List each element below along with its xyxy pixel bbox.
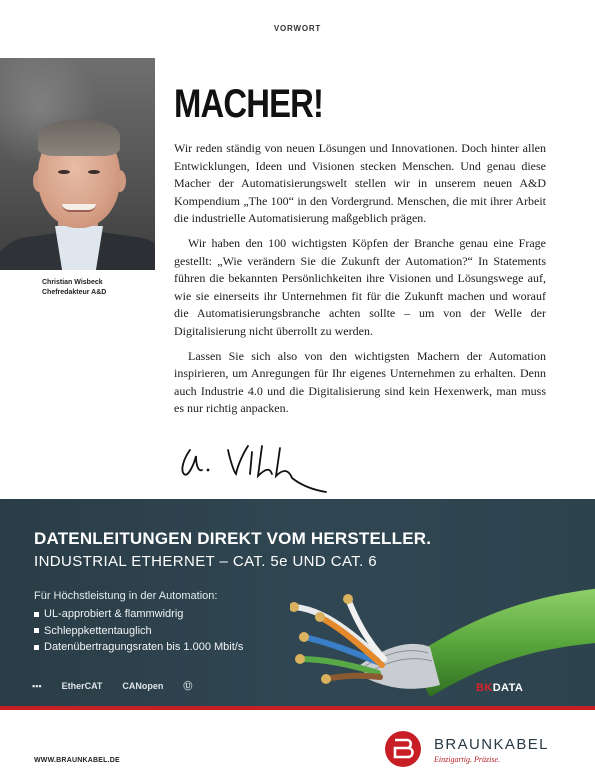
caption-name: Christian Wisbeck bbox=[42, 279, 103, 286]
article-paragraph-1: Wir reden ständig von neuen Lösungen und Innovationen. Doch hinter allen Entwicklungen, Ideen und Visionen stecken Menschen. Und genau diese Macher der Automatisierungswelt stellen wir in unserem neuen A&D Kompendium „The 100“ in den Vordergrund. Menschen, die mit ihrer Arbeit die industrielle Automatisierung maßgeblich prägen. bbox=[174, 141, 546, 226]
ad-intro: Für Höchstleistung in der Automation: bbox=[34, 590, 218, 602]
ethercat-logo: EtherCAT bbox=[61, 680, 103, 691]
bkdata-logo: BKDATA bbox=[476, 682, 524, 694]
ad-feature-list bbox=[34, 606, 243, 656]
portrait-caption bbox=[42, 278, 154, 298]
author-portrait bbox=[0, 58, 155, 270]
braunkabel-mark-icon bbox=[384, 730, 422, 768]
article-paragraph-3: Lassen Sie sich also von den wichtigsten Machern der Automation inspirieren, um Anregungen für Ihr eigenes Unternehmen zu erhalten. Denn auch Industrie 4.0 und die Digitalisierung sind kein Hexenwerk, man muss es nur richtig anpacken. bbox=[174, 348, 546, 416]
section-label: VORWORT bbox=[273, 24, 322, 33]
ul-mark-icon: Ⓤ bbox=[183, 681, 193, 691]
brand-tagline: Einzigartig. Präzise. bbox=[434, 755, 501, 764]
bullet-square-icon bbox=[34, 645, 39, 650]
article-body bbox=[174, 140, 546, 418]
certification-logos bbox=[32, 679, 192, 692]
advertisement-banner[interactable] bbox=[0, 499, 595, 706]
footer-divider bbox=[0, 706, 595, 710]
ad-subheadline: INDUSTRIAL ETHERNET – CAT. 5e UND CAT. 6 bbox=[34, 553, 378, 570]
ad-feature-item: Datenübertragungsraten bis 1.000 Mbit/s bbox=[34, 639, 243, 656]
author-signature bbox=[176, 434, 336, 494]
ad-headline: DATENLEITUNGEN DIREKT VOM HERSTELLER. bbox=[34, 529, 432, 548]
braunkabel-logo[interactable] bbox=[384, 724, 574, 768]
bullet-square-icon bbox=[34, 612, 39, 617]
brand-name: BRAUNKABEL bbox=[434, 736, 549, 753]
article-headline: MACHER! bbox=[174, 82, 324, 126]
article-paragraph-2: Wir haben den 100 wichtigsten Köpfen der Branche genau eine Frage gestellt: „Wie verändern Sie die Zukunft der Automation?“ In Statements führen die bekannten Persönlichkeiten ihre Visionen und Lösungswege auf, wie sie einerseits ihr Unternehmen fit für die Zukunft machen und worauf die Automatisierungsbranche achten sollte – um von der Welle der Digitalisierung nicht überrollt zu werden. bbox=[174, 235, 546, 338]
ethernet-cable-image bbox=[290, 547, 595, 706]
footer-website-link[interactable]: WWW.BRAUNKABEL.DE bbox=[34, 757, 120, 764]
bullet-square-icon bbox=[34, 628, 39, 633]
ad-feature-item: Schleppkettentauglich bbox=[34, 623, 243, 640]
caption-role: Chefredakteur A&D bbox=[42, 289, 107, 296]
canopen-logo: CANopen bbox=[122, 680, 164, 691]
ad-feature-item: UL-approbiert & flammwidrig bbox=[34, 606, 243, 623]
cert-mark-icon: ▪▪▪ bbox=[32, 680, 42, 691]
